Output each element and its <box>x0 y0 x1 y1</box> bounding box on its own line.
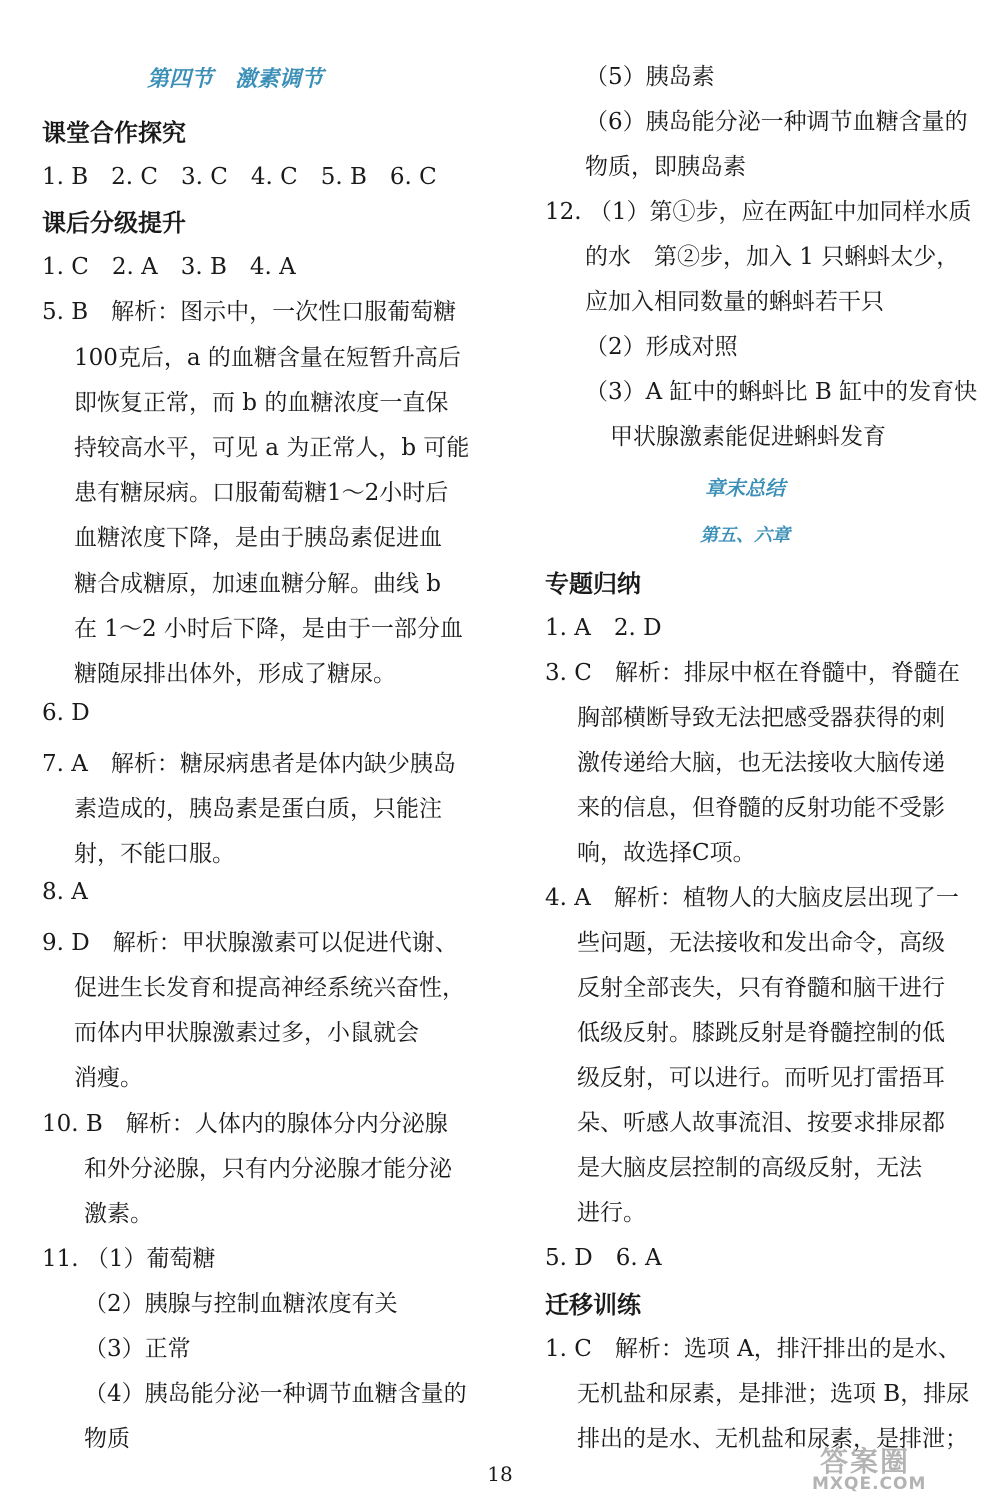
answer-line: 5. B 解析：图示中，一次性口服葡萄糖 <box>42 299 457 325</box>
answer-line: 7. A 解析：糖尿病患者是体内缺少胰岛 <box>42 751 456 777</box>
answer-line: 12. （1）第①步，应在两缸中加同样水质 <box>545 199 972 225</box>
answer-line: 应加入相同数量的蝌蚪若干只 <box>585 289 884 315</box>
answer-line: 胸部横断导致无法把感受器获得的刺 <box>577 705 945 731</box>
answer-line: 朵、听感人故事流泪、按要求排尿都 <box>577 1110 945 1136</box>
answer-line: 5. D 6. A <box>545 1245 662 1271</box>
summary-title: 专题归纳 <box>545 570 641 598</box>
answer-line: 9. D 解析：甲状腺激素可以促进代谢、 <box>42 930 458 956</box>
answer-line: 无机盐和尿素，是排泄；选项 B，排尿 <box>577 1381 970 1407</box>
answer-line: 物质 <box>84 1426 130 1452</box>
answer-line: 激传递给大脑，也无法接收大脑传递 <box>577 750 945 776</box>
answer-line: 消瘦。 <box>74 1065 143 1091</box>
answer-line: 的水 第②步，加入 1 只蝌蚪太少， <box>585 244 960 270</box>
answer-line: 促进生长发育和提高神经系统兴奋性， <box>74 975 465 1001</box>
answer-line: 物质，即胰岛素 <box>585 154 746 180</box>
answer-line: 排出的是水、无机盐和尿素，是排泄； <box>577 1426 968 1452</box>
answer-line: 响，故选择C项。 <box>577 840 756 866</box>
answer-line: 是大脑皮层控制的高级反射，无法 <box>577 1155 922 1181</box>
answer-line: （2）胰腺与控制血糖浓度有关 <box>84 1291 398 1317</box>
chapter-subtitle: 第五、六章 <box>700 525 790 546</box>
classroom-answers: 1. B 2. C 3. C 4. C 5. B 6. C <box>42 164 437 190</box>
answer-line: 进行。 <box>577 1200 646 1226</box>
answer-line: 射，不能口服。 <box>74 841 235 867</box>
answer-line: 来的信息，但脊髓的反射功能不受影 <box>577 795 945 821</box>
answer-line: 糖合成糖原，加速血糖分解。曲线 b <box>74 571 442 597</box>
answer-line: 在 1～2 小时后下降，是由于一部分血 <box>74 616 463 642</box>
answer-line: 持较高水平，可见 a 为正常人，b 可能 <box>74 435 470 461</box>
answer-line: 患有糖尿病。口服葡萄糖1～2小时后 <box>74 480 449 506</box>
site-watermark <box>812 1440 992 1496</box>
answer-line: 10. B 解析：人体内的腺体分内分泌腺 <box>42 1111 448 1137</box>
answer-line: 4. A 解析：植物人的大脑皮层出现了一 <box>545 885 959 911</box>
answer-line: 1. C 解析：选项 A，排汗排出的是水、 <box>545 1336 961 1362</box>
answer-line: （6）胰岛能分泌一种调节血糖含量的 <box>585 109 968 135</box>
answer-line: 低级反射。膝跳反射是脊髓控制的低 <box>577 1020 945 1046</box>
answer-line: 级反射，可以进行。而听见打雷捂耳 <box>577 1065 945 1091</box>
answer-line: 11. （1）葡萄糖 <box>42 1246 216 1272</box>
answer-line: 100克后，a 的血糖含量在短暂升高后 <box>74 345 461 371</box>
answer-line: 血糖浓度下降，是由于胰岛素促进血 <box>74 525 442 551</box>
answer-line: 些问题，无法接收和发出命令，高级 <box>577 930 945 956</box>
section-title: 第四节 激素调节 <box>147 67 324 92</box>
answer-line: 8. A <box>42 879 88 905</box>
answer-line: 激素。 <box>84 1201 153 1227</box>
answer-line: 1. C 2. A 3. B 4. A <box>42 254 296 280</box>
answer-line: （3）正常 <box>84 1336 191 1362</box>
answer-line: （3）A 缸中的蝌蚪比 B 缸中的发育快 <box>585 379 978 405</box>
answer-line: 素造成的，胰岛素是蛋白质，只能注 <box>74 796 442 822</box>
answer-line: 即恢复正常，而 b 的血糖浓度一直保 <box>74 390 449 416</box>
transfer-title: 迁移训练 <box>545 1291 641 1319</box>
answer-line: 和外分泌腺，只有内分泌腺才能分泌 <box>84 1156 452 1182</box>
answer-line: （5）胰岛素 <box>585 64 715 90</box>
answer-line: （4）胰岛能分泌一种调节血糖含量的 <box>84 1381 467 1407</box>
page-number: 18 <box>487 1462 513 1486</box>
answer-line: 反射全部丧失，只有脊髓和脑干进行 <box>577 975 945 1001</box>
after-class-title: 课后分级提升 <box>42 209 186 237</box>
answer-line: 甲状腺激素能促进蝌蚪发育 <box>610 424 886 450</box>
answer-line: 而体内甲状腺激素过多，小鼠就会 <box>74 1020 419 1046</box>
answer-line: （2）形成对照 <box>585 334 738 360</box>
answer-line: 1. A 2. D <box>545 615 662 641</box>
answer-line: 糖随尿排出体外，形成了糖尿。 <box>74 661 396 687</box>
watermark-url: MXQE.COM <box>812 1474 927 1494</box>
watermark-logo-text: 答案圈 <box>820 1445 911 1478</box>
answer-line: 3. C 解析：排尿中枢在脊髓中，脊髓在 <box>545 660 960 686</box>
answer-line: 6. D <box>42 700 90 726</box>
chapter-title: 章末总结 <box>705 476 785 500</box>
classroom-title: 课堂合作探究 <box>42 119 186 147</box>
